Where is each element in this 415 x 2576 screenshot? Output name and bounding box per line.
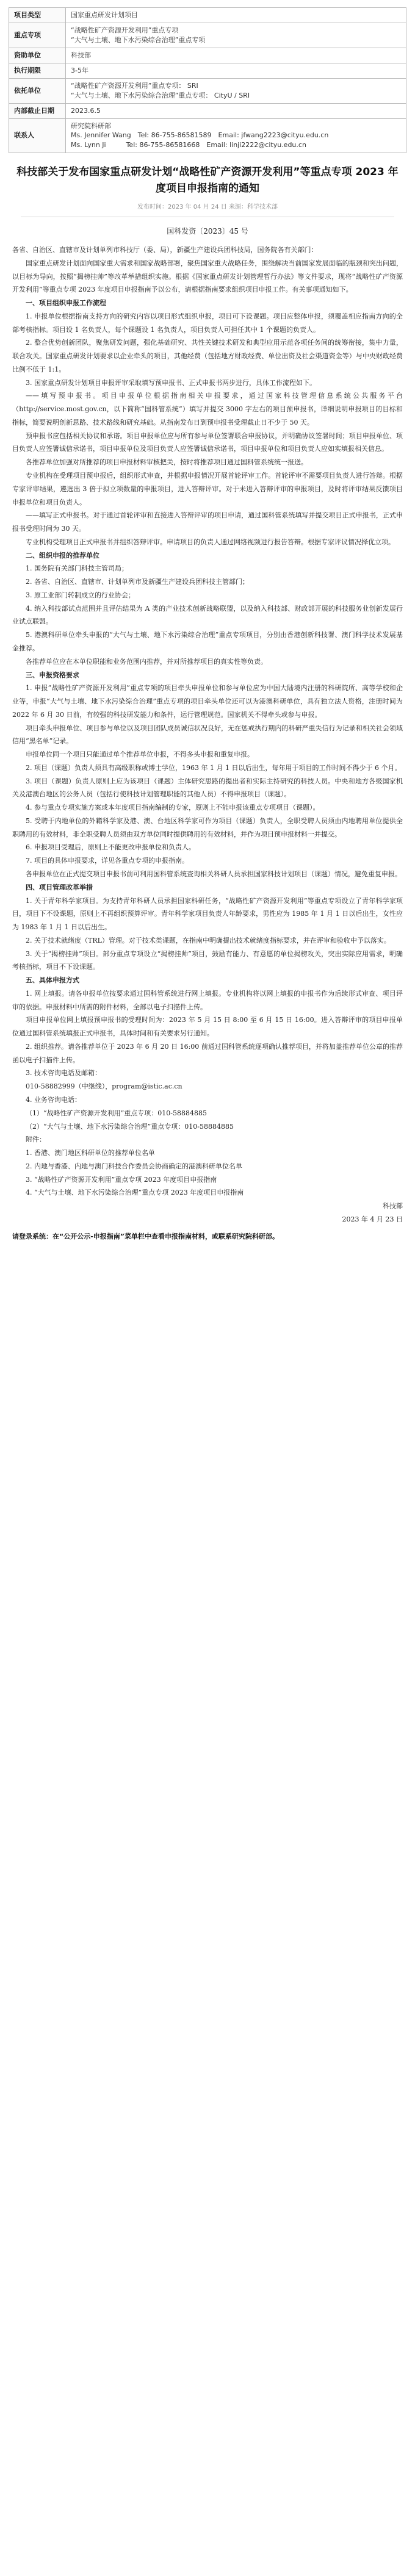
info-value-line: 3-5年 (71, 66, 88, 74)
body-paragraph: 项目牵头申报单位、项目参与单位以及项目团队成员诚信状况良好，无在惩戒执行期内的科研严重失信行为记录和相关社会领域信用“黑名单”记录。 (12, 724, 403, 746)
body-paragraph: 2. 关于技术就绪度（TRL）管理。对于技术类课题，在指南中明确提出技术就绪度指标要求，并在评审和验收中予以落实。 (26, 936, 391, 944)
body-paragraph: 国家重点研发计划面向国家重大需求和国家战略部署，聚焦国家重大战略任务，围绕解决当前国家发展面临的瓶颈和突出问题，以目标为导向，按照“揭榜挂帅”等改革举措组织实施。根据《国家重点研发计划管理暂行办法》等文件要求，现将“战略性矿产资源开发利用”等重点专项 2023 年度项目申报指南予以公布，请根据指南要求组织项目申报工作。有关事项通知如下。 (12, 259, 403, 294)
info-value-line: 科技部 (71, 51, 91, 59)
info-label: 资助单位 (9, 48, 66, 63)
body-paragraph: 2. 各省、自治区、直辖市、计划单列市及新疆生产建设兵团科技主管部门； (26, 578, 249, 586)
publish-meta: 发布时间：2023 年 04 月 24 日 来源：科学技术部 (137, 204, 278, 210)
info-row (9, 23, 406, 48)
info-value-line: Ms. Lynn Ji Tel: 86-755-86581668 Email: linji2222@cityu.edu.cn (71, 141, 306, 149)
info-value (66, 23, 406, 48)
body-paragraph: 010-58882999（中继线），program@istic.ac.cn (26, 1082, 182, 1091)
body-paragraph: 4. 参与重点专项实施方案或本年度项目指南编制的专家，原则上不能申报该重点专项项目（课题）。 (26, 804, 320, 812)
body-paragraph: 申报单位同一个项目只能通过单个推荐单位申报，不得多头申报和重复申报。 (26, 750, 254, 759)
body-paragraph: 附件： (26, 1135, 46, 1144)
info-value (66, 63, 406, 78)
signature-line: 科技部 (383, 1202, 403, 1211)
body-paragraph: 专业机构在受理项目预申报后，组织形式审查，并根据申报情况开展首轮评审工作。首轮评审不需要项目负责人进行答辩。根据专家评审结果，遴选出 3 倍于拟立项数量的申报项目，进入答辩评审。对于未进入答辩评审的申报项目，及时将评审结果反馈项目申报单位和项目负责人。 (12, 472, 403, 506)
info-row (9, 63, 406, 78)
info-value-line: “战略性矿产资源开发利用”重点专项 (71, 26, 179, 34)
section-heading: 一、项目组织申报工作流程 (26, 299, 106, 308)
body-paragraph: ——填写正式申报书。对于通过首轮评审和直接进入答辩评审的项目申请，通过国科管系统填写并提交项目正式申报书，正式申报书受理时间为 30 天。 (12, 511, 403, 533)
body-paragraph: 各推荐单位加强对所推荐的项目申报材料审核把关，按时将推荐项目通过国科管系统统一报送。 (26, 458, 308, 467)
body-paragraph: 4. 纳入科技部试点范围并且评估结果为 A 类的产业技术创新战略联盟，以及纳入科技部、财政部开展的科技服务业创新发展行业试点联盟。 (12, 604, 403, 626)
body-paragraph: 1. 香港、澳门地区科研单位的推荐单位名单 (26, 1149, 155, 1157)
info-row (9, 78, 406, 103)
info-value-line: 研究院科研部 (71, 121, 111, 130)
page (0, 0, 415, 1253)
info-value-line: Ms. Jennifer Wang Tel: 86-755-86581589 Email: jfwang2223@cityu.edu.cn (71, 131, 329, 140)
body-paragraph: ——填写预申报书。项目申报单位根据指南相关申报要求，通过国家科技管理信息系统公共服务平台（http://service.most.gov.cn，以下简称“国科管系统”）填写并提交 3000 字左右的项目预申报书，详细说明申报项目的目标和指标，简要说明创新思路、技术路线和研究基础。从指南发布日到预申报书受理截止日不少于 50 天。 (12, 392, 403, 426)
body-paragraph: 4. “大气与土壤、地下水污染综合治理”重点专项 2023 年度项目申报指南 (26, 1189, 244, 1197)
body-paragraph: （2）“大气与土壤、地下水污染综合治理”重点专项：010-58884885 (26, 1122, 234, 1131)
body-paragraph: 5. 港澳科研单位牵头申报的“大气与土壤、地下水污染综合治理”重点专项项目，分别由香港创新科技署、澳门科学技术发展基金推荐。 (12, 631, 403, 652)
info-value (66, 118, 406, 153)
footer-note: 请登录系统：在“公开公示-申报指南”菜单栏中查看申报指南材料，或联系研究院科研部。 (12, 1232, 280, 1240)
body-paragraph: 2. 整合优势创新团队，聚焦研发问题，强化基础研究、共性关键技术研发和典型应用示范各项任务间的统筹衔接，集中力量，联合攻关。国家重点研发计划要求以企业牵头的项目，其他经费（包括地方财政经费、单位出资及社会渠道资金等）与中央财政经费比例不低于 1:1。 (12, 339, 403, 373)
notice-title: 科技部关于发布国家重点研发计划“战略性矿产资源开发利用”等重点专项 2023 年度项目申报指南的通知 (16, 166, 399, 195)
info-value (66, 103, 406, 118)
info-label: 重点专项 (9, 23, 66, 48)
body-paragraph: （1）“战略性矿产资源开发利用”重点专项：010-58884885 (26, 1109, 207, 1117)
info-label: 依托单位 (9, 78, 66, 103)
info-label: 内部截止日期 (9, 103, 66, 118)
info-label: 执行期限 (9, 63, 66, 78)
info-row (9, 48, 406, 63)
body-paragraph: 7. 项目的具体申报要求，详见各重点专项的申报指南。 (26, 857, 189, 865)
body-paragraph: 2. 内地与香港、内地与澳门科技合作委员会协商确定的港澳科研单位名单 (26, 1162, 242, 1170)
body-paragraph: 各省、自治区、直辖市及计划单列市科技厅（委、局），新疆生产建设兵团科技局，国务院各有关部门： (12, 246, 318, 254)
body-paragraph: 3. 原工业部门转制成立的行业协会； (26, 591, 135, 599)
body-paragraph: 预申报书应包括相关协议和承诺。项目申报单位应与所有参与单位签署联合申报协议，并明确协议签署时间；项目申报单位、项目负责人应签署诚信承诺书，项目申报单位及项目负责人应签署诚信承诺书，项目申报单位和项目负责人应如实填报相关信息。 (12, 431, 403, 453)
body-paragraph: 各申报单位在正式提交项目申报书前可利用国科管系统查询相关科研人员承担国家科技计划项目（课题）情况，避免重复申报。 (26, 869, 402, 878)
info-value-line: “大气与土壤、地下水污染综合治理”重点专项： CityU / SRI (71, 91, 250, 99)
body-paragraph: 3. “战略性矿产资源开发利用”重点专项 2023 年度项目申报指南 (26, 1175, 217, 1184)
info-value (66, 78, 406, 103)
info-value-line: 国家重点研发计划项目 (71, 11, 138, 19)
body-paragraph: 3. 关于“揭榜挂帅”项目。部分重点专项设立“揭榜挂帅”项目，鼓励有能力、有意愿的单位揭榜攻关，突出实际应用需求，明确考核指标，项目不下设课题。 (12, 949, 403, 971)
body-paragraph: 3. 项目（课题）负责人原则上应为该项目（课题）主体研究思路的提出者和实际主持研究的科技人员。中央和地方各级国家机关及港澳台地区的公务人员（包括行使科技计划管理职能的其他人员）不得申报项目（课题）。 (12, 777, 403, 799)
signature-line: 2023 年 4 月 23 日 (342, 1215, 403, 1223)
body-paragraph: 1. 申报“战略性矿产资源开发利用”重点专项的项目牵头申报单位和参与单位应为中国大陆境内注册的科研院所、高等学校和企业等，申报“大气与土壤、地下水污染综合治理”重点专项的项目牵头单位还可以为港澳科研单位，具有独立法人资格，注册时间为 2022 年 6 月 30 日前，有较强的科技研发能力和条件，运行管理规范。国家机关不得牵头或参与申报。 (12, 684, 403, 719)
body-paragraph: 1. 网上填报。请各申报单位按要求通过国科管系统进行网上填报。专业机构将以网上填报的申报书作为后续形式审查、项目评审的依据。申报材料中所需的附件材料，全部以电子扫描件上传。 (12, 989, 403, 1011)
body-paragraph: 1. 国务院有关部门科技主管司局； (26, 564, 128, 573)
info-row (9, 118, 406, 153)
section-heading: 五、具体申报方式 (26, 976, 79, 985)
project-info-table (9, 7, 406, 153)
notice-body (9, 243, 406, 1226)
info-value (66, 8, 406, 23)
section-heading: 二、组织申报的推荐单位 (26, 551, 99, 559)
section-heading: 四、项目管理改革举措 (26, 883, 93, 891)
info-label: 项目类型 (9, 8, 66, 23)
body-paragraph: 2. 项目（课题）负责人须具有高级职称或博士学位，1963 年 1 月 1 日以后出生，每年用于项目的工作时间不得少于 6 个月。 (26, 763, 402, 772)
body-paragraph: 2. 组织推荐。请各推荐单位于 2023 年 6 月 20 日 16:00 前通过国科管系统逐项确认推荐项目，并将加盖推荐单位公章的推荐函以电子扫描件上传。 (12, 1042, 403, 1064)
body-paragraph: 1. 关于青年科学家项目。为支持青年科研人员承担国家科研任务，“战略性矿产资源开发利用”等重点专项设立了青年科学家项目，项目下不设课题，原则上不再组织预算评审。青年科学家项目负责人年龄要求，男性应为 1985 年 1 月 1 日以后出生，女性应为 1983 年 1 月 1 日以后出生。 (12, 896, 403, 932)
section-heading: 三、申报资格要求 (26, 671, 79, 679)
info-row (9, 8, 406, 23)
info-value (66, 48, 406, 63)
info-row (9, 103, 406, 118)
body-paragraph: 4. 业务咨询电话： (26, 1096, 81, 1104)
body-paragraph: 3. 国家重点研发计划项目申报评审采取填写预申报书、正式申报书两步进行，具体工作流程如下。 (26, 378, 316, 387)
body-paragraph: 6. 申报项目受理后，原则上不能更改申报单位和负责人。 (26, 843, 195, 852)
body-paragraph: 项目申报单位网上填报预申报书的受理时间为：2023 年 5 月 15 日 8:00 至 6 月 15 日 16:00。进入答辩评审的项目申报单位通过国科管系统填报正式申报书，具体时间和有关要求另行通知。 (12, 1016, 403, 1038)
info-label: 联系人 (9, 118, 66, 153)
info-value-line: 2023.6.5 (71, 106, 101, 115)
info-value-line: “战略性矿产资源开发利用”重点专项： SRI (71, 81, 198, 90)
body-paragraph: 1. 申报单位根据指南支持方向的研究内容以项目形式组织申报，项目可下设课题。项目应整体申报，须覆盖相应指南方向的全部考核指标。项目设 1 名负责人，每个课题设 1 名负责人，项目负责人可担任其中 1 个课题的负责人。 (12, 312, 403, 334)
body-paragraph: 5. 受聘于内地单位的外籍科学家及港、澳、台地区科学家可作为项目（课题）负责人，全职受聘人员须由内地聘用单位提供全职聘用的有效材料，非全职受聘人员须由双方单位同时提供聘用的有效材料，并作为项目预申报材料一并提交。 (12, 816, 403, 838)
document-number: 国科发资〔2023〕45 号 (167, 227, 248, 236)
body-paragraph: 各推荐单位应在本单位职能和业务范围内推荐，并对所推荐项目的真实性等负责。 (26, 657, 267, 666)
body-paragraph: 专业机构受理项目正式申报书并组织答辩评审。申请项目的负责人通过网络视频进行报告答辩。根据专家评议情况择优立项。 (26, 538, 395, 546)
body-paragraph: 3. 技术咨询电话及邮箱： (26, 1069, 101, 1078)
info-value-line: “大气与土壤、地下水污染综合治理”重点专项 (71, 35, 206, 44)
